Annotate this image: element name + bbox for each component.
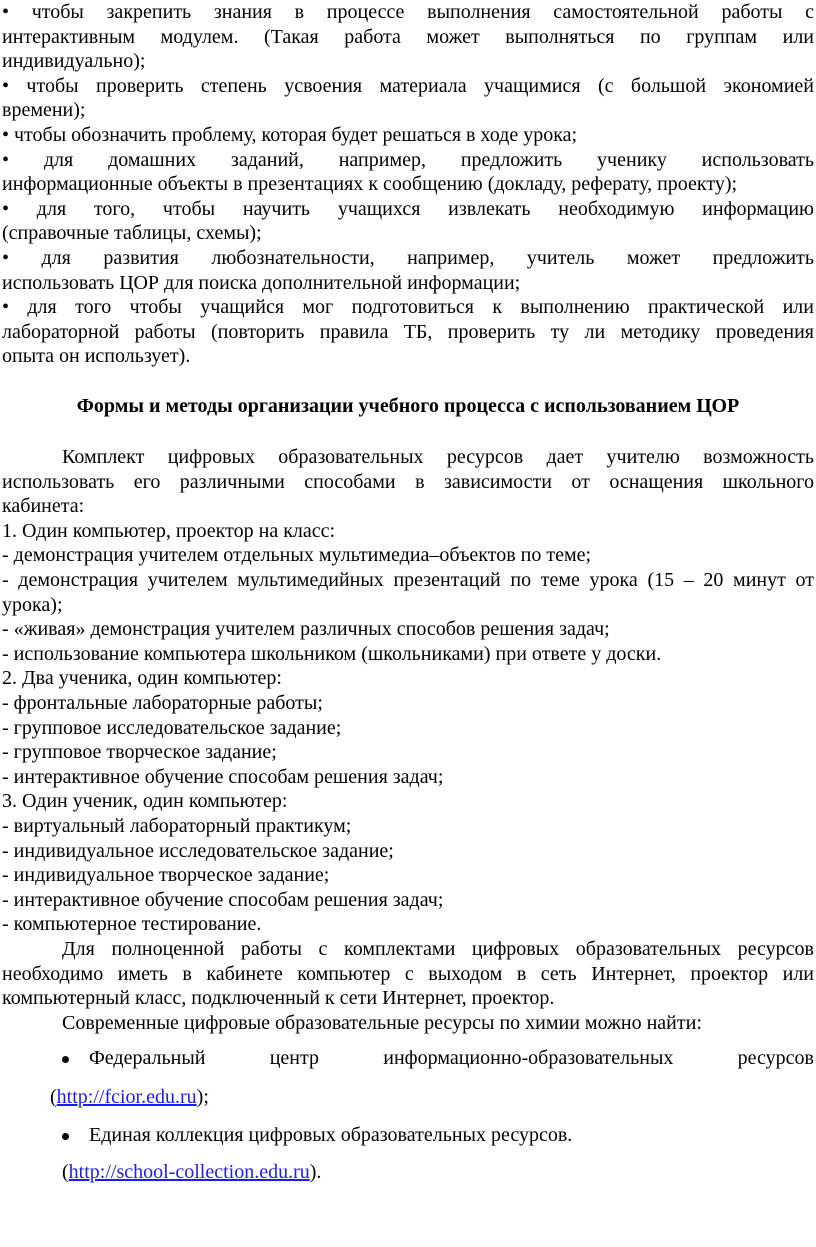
- text-line: • для домашних заданий, например, предложить ученику использовать: [2, 148, 814, 171]
- list-item: - индивидуальное творческое задание;: [2, 864, 330, 887]
- text-line: компьютерный класс, подключенный к сети Интернет, проектор.: [2, 987, 555, 1010]
- paren: (: [50, 1086, 57, 1108]
- text-line: • чтобы закрепить знания в процессе выполнения самостоятельной работы с: [2, 1, 814, 23]
- text-line: опыта он использует).: [2, 345, 191, 368]
- paren: ).: [309, 1161, 322, 1183]
- text-line: кабинета:: [2, 495, 85, 518]
- text-line: использовать его различными способами в зависимости от оснащения школьного: [2, 470, 814, 493]
- text-line: • для того, чтобы научить учащихся извлекать необходимую информацию: [2, 197, 814, 220]
- text-line: Комплект цифровых образовательных ресурсов дает учителю возможность: [62, 446, 814, 469]
- text-line: Современные цифровые образовательные ресурсы по химии можно найти:: [62, 1011, 702, 1034]
- paren: );: [196, 1086, 209, 1108]
- list-heading: 2. Два ученика, один компьютер:: [2, 667, 282, 690]
- text-line: времени);: [2, 99, 86, 122]
- text-line: информационные объекты в презентациях к сообщению (докладу, реферату, проекту);: [2, 173, 738, 196]
- fcior-link[interactable]: http://fcior.edu.ru: [56, 1086, 197, 1108]
- school-collection-link[interactable]: http://school-collection.edu.ru: [68, 1161, 310, 1183]
- section-heading: Формы и методы организации учебного процесса с использованием ЦОР: [76, 394, 740, 417]
- document-body: [2, 0, 814, 1035]
- text-line: • для того чтобы учащийся мог подготовиться к выполнению практической или: [2, 296, 814, 319]
- list-item: - групповое творческое задание;: [2, 741, 277, 764]
- bullet-icon: [62, 1056, 69, 1063]
- text-line: • чтобы обозначить проблему, которая будет решаться в ходе урока;: [2, 123, 578, 146]
- list-heading: 3. Один ученик, один компьютер:: [2, 790, 288, 813]
- list-item: - интерактивное обучение способам решения задач;: [2, 765, 444, 788]
- list-item: - компьютерное тестирование.: [2, 913, 262, 936]
- text-line: Для полноценной работы с комплектами цифровых образовательных ресурсов: [62, 937, 814, 960]
- text-line: • для развития любознательности, например, учитель может предложить: [2, 246, 814, 269]
- text-line: интерактивным модулем. (Такая работа может выполняться по группам или: [2, 25, 814, 48]
- text-line: использовать ЦОР для поиска дополнительной информации;: [2, 271, 521, 294]
- resource-name: Единая коллекция цифровых образовательных ресурсов.: [89, 1124, 573, 1146]
- list-item: - групповое исследовательское задание;: [2, 716, 342, 739]
- resource-name: Федеральный центр информационно-образовательных ресурсов: [89, 1047, 814, 1069]
- text-line: (справочные таблицы, схемы);: [2, 222, 262, 245]
- text-line: необходимо иметь в кабинете компьютер с выходом в сеть Интернет, проектор или: [2, 962, 814, 985]
- list-item: - индивидуальное исследовательское задание;: [2, 839, 394, 862]
- list-item: - фронтальные лабораторные работы;: [2, 692, 323, 715]
- list-item: - использование компьютера школьником (школьниками) при ответе у доски.: [2, 642, 662, 665]
- list-item: - интерактивное обучение способам решения задач;: [2, 888, 444, 911]
- list-item: - «живая» демонстрация учителем различных способов решения задач;: [2, 618, 610, 641]
- list-heading: 1. Один компьютер, проектор на класс:: [2, 519, 336, 542]
- list-item: - демонстрация учителем отдельных мультимедиа–объектов по теме;: [2, 544, 592, 567]
- list-item: - виртуальный лабораторный практикум;: [2, 815, 352, 837]
- resource-link-line: [62, 1159, 816, 1185]
- list-item: урока);: [2, 593, 63, 616]
- text-line: индивидуально);: [2, 50, 146, 73]
- paren: (: [62, 1161, 69, 1183]
- text-line: • чтобы проверить степень усвоения материала учащимися (с большой экономией: [2, 74, 814, 97]
- bullet-icon: [62, 1133, 69, 1140]
- text-line: лабораторной работы (повторить правила ТБ, проверить ту ли методику проведения: [2, 320, 814, 343]
- resource-link-line: [50, 1084, 816, 1110]
- list-item: - демонстрация учителем мультимедийных презентаций по теме урока (15 – 20 минут от: [2, 569, 814, 592]
